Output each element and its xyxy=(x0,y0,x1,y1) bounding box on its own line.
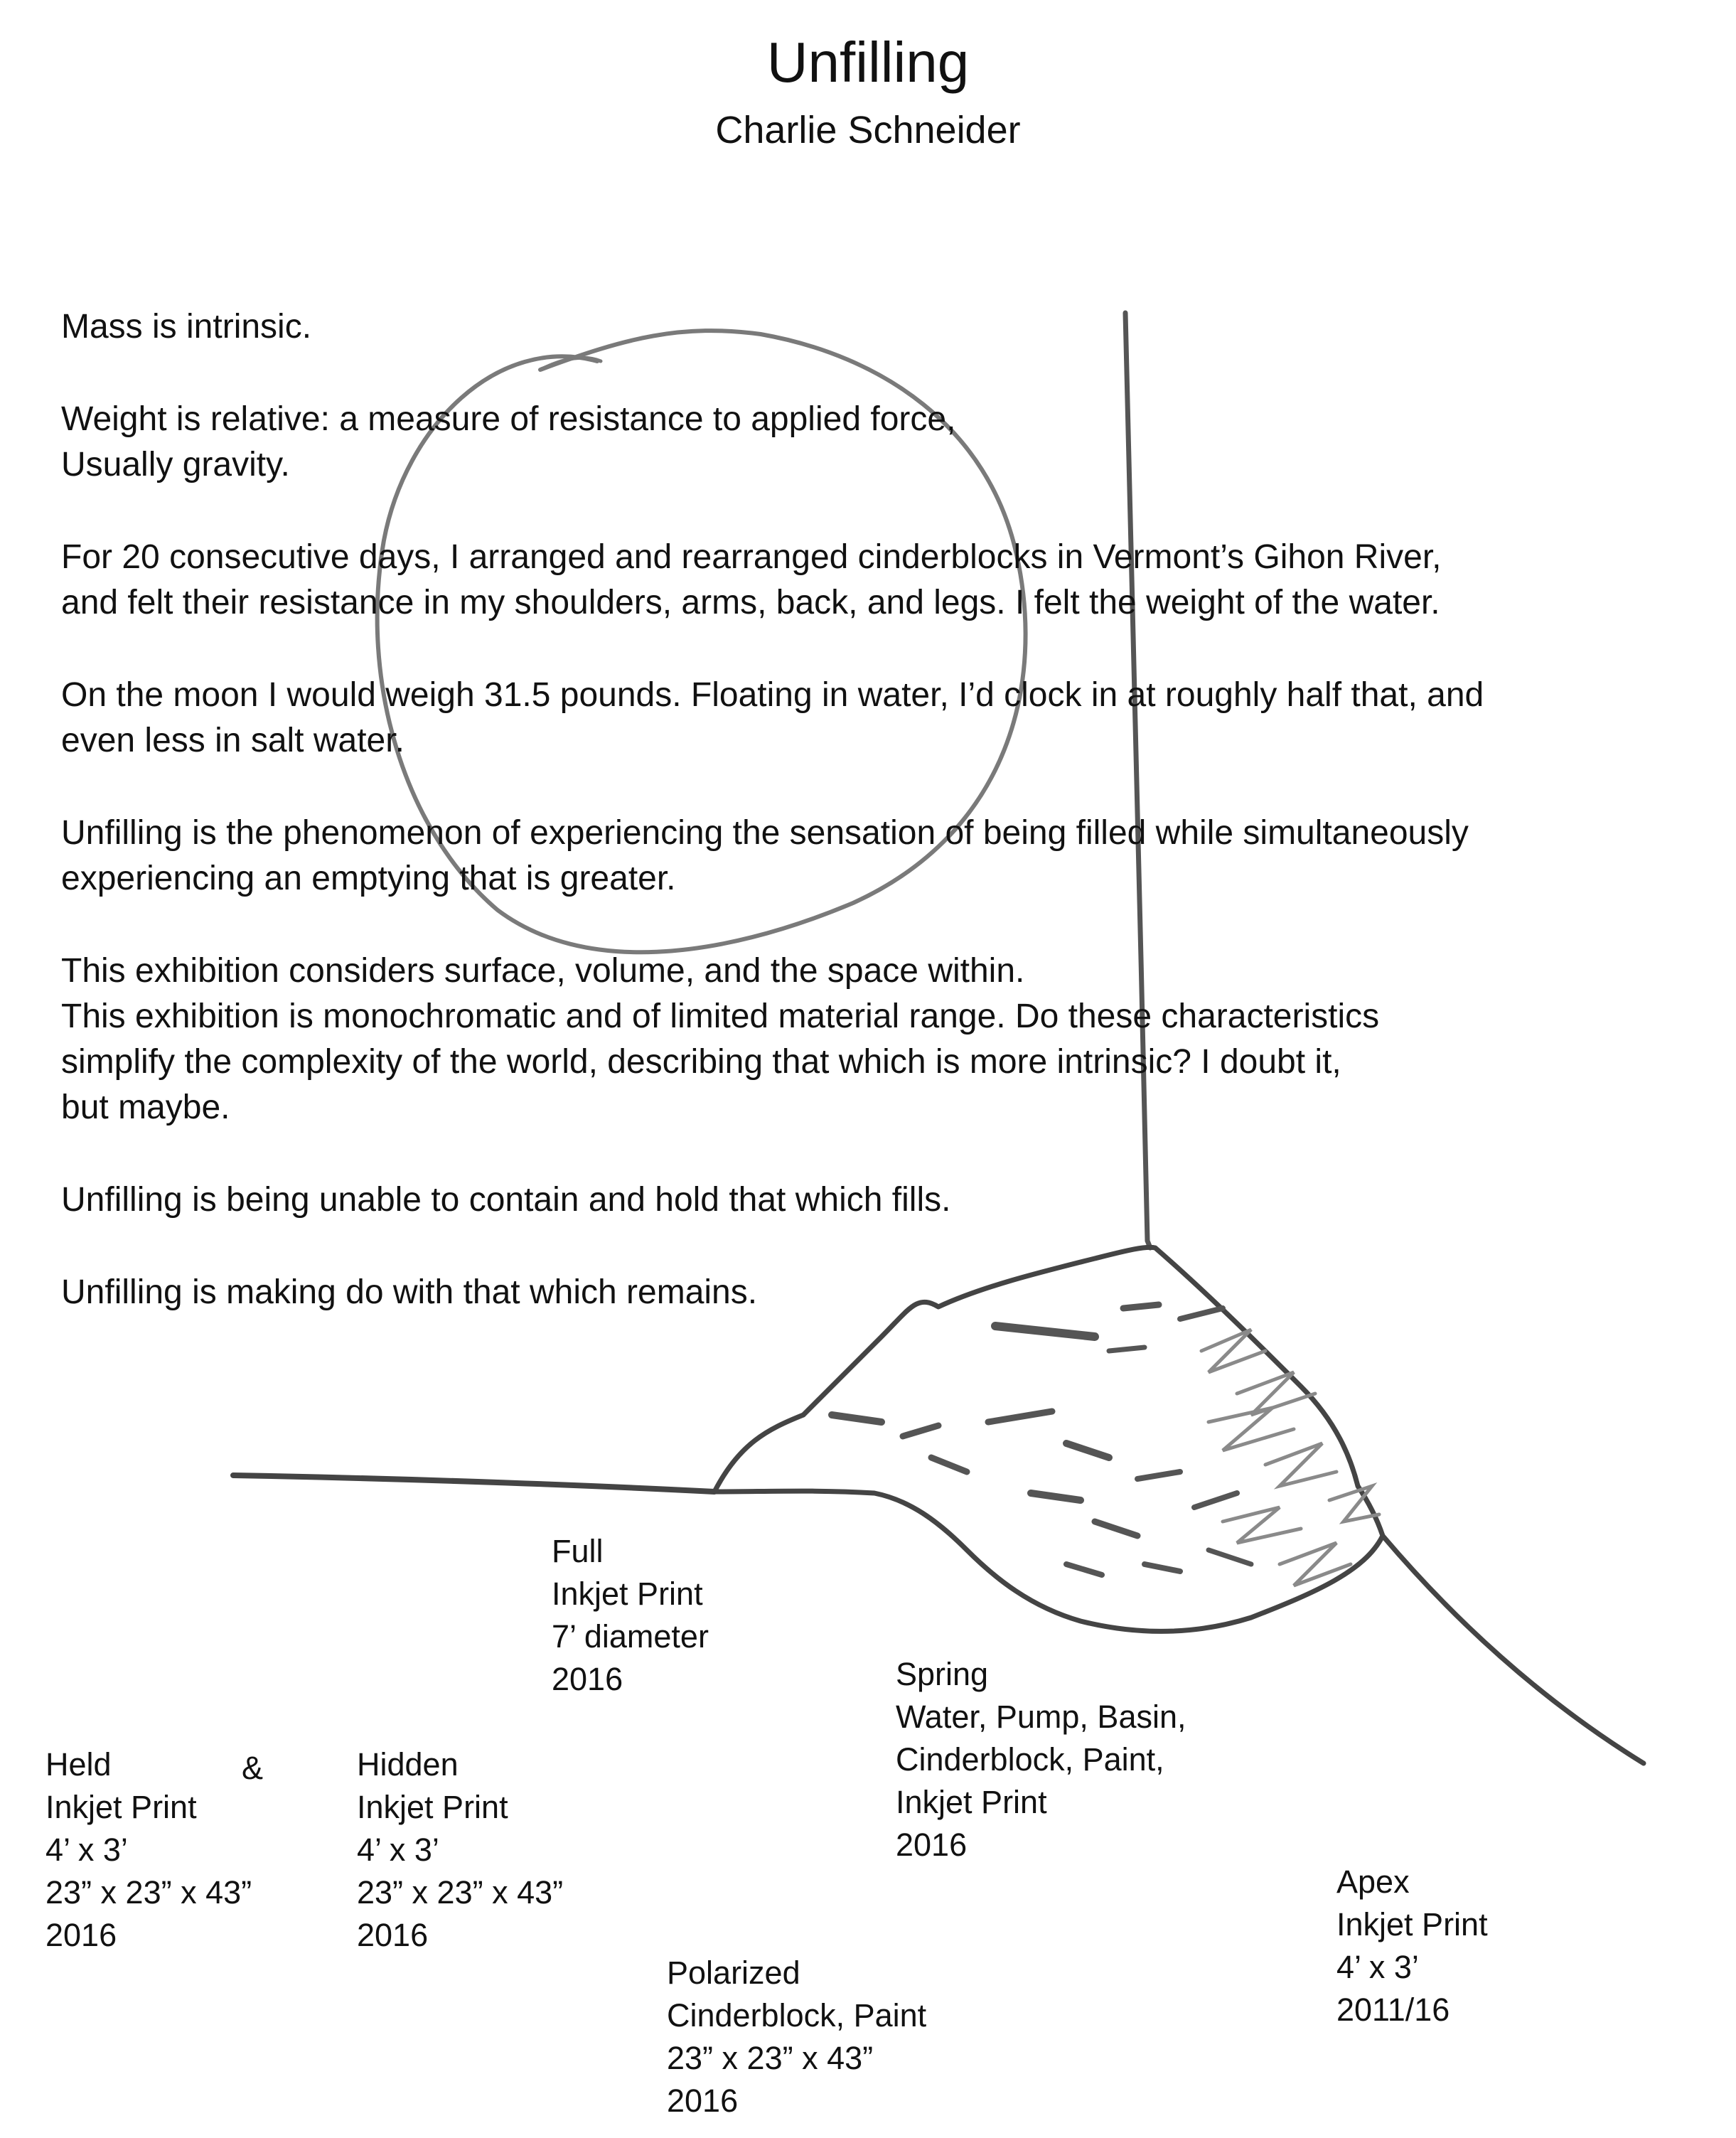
page-title: Unfilling xyxy=(766,31,970,94)
artist-name: Charlie Schneider xyxy=(715,109,1021,151)
work-size: 4’ x 3’ xyxy=(1336,1949,1419,1985)
work-medium: Inkjet Print xyxy=(357,1789,508,1825)
work-size: 4’ x 3’ xyxy=(357,1832,439,1868)
work-medium: Inkjet Print xyxy=(552,1576,703,1612)
statement-paragraph: Unfilling is the phenomenon of experiencing the sensation of being filled while simultaneously experiencing an emptying that is greater. xyxy=(61,814,1469,897)
statement-paragraph: This exhibition considers surface, volume, and the space within. This exhibition is monochromatic and of limited material range. Do these characteristics simplify the complexity of the world, describing that which is more intrinsic? I doubt it, but maybe. xyxy=(61,952,1380,1126)
work-label-hidden xyxy=(357,1743,563,1957)
artist-statement xyxy=(61,304,1725,1362)
statement-paragraph: Unfilling is making do with that which remains. xyxy=(61,1273,758,1311)
work-year: 2011/16 xyxy=(1336,1992,1450,2028)
statement-paragraph: On the moon I would weigh 31.5 pounds. Floating in water, I’d clock in at roughly half that, and even less in salt water. xyxy=(61,676,1484,759)
work-medium-line: Cinderblock, Paint, xyxy=(896,1741,1164,1778)
ampersand: & xyxy=(242,1750,264,1786)
work-size: 4’ x 3’ xyxy=(45,1832,128,1868)
work-medium-line: Water, Pump, Basin, xyxy=(896,1699,1186,1735)
sketch-rock-hatching xyxy=(1201,1330,1379,1586)
work-label-polarized xyxy=(667,1952,926,2122)
work-label-apex xyxy=(1336,1861,1488,2031)
work-label-held xyxy=(45,1743,252,1957)
work-year: 2016 xyxy=(357,1917,429,1953)
work-title: Polarized xyxy=(667,1955,800,1991)
work-title: Spring xyxy=(896,1656,989,1692)
work-title: Hidden xyxy=(357,1746,459,1782)
work-dims: 23” x 23” x 43” xyxy=(667,2040,874,2076)
work-medium: Cinderblock, Paint xyxy=(667,1997,927,2033)
statement-paragraph: Unfilling is being unable to contain and hold that which fills. xyxy=(61,1181,951,1219)
work-medium: Inkjet Print xyxy=(1336,1906,1488,1942)
work-label-spring xyxy=(896,1653,1186,1866)
sketch-horizon-line xyxy=(233,1475,714,1492)
work-title: Full xyxy=(552,1533,604,1569)
work-label-full xyxy=(552,1530,709,1701)
sketch-slope-line xyxy=(1383,1536,1644,1763)
work-medium: Inkjet Print xyxy=(45,1789,197,1825)
work-title: Held xyxy=(45,1746,112,1782)
statement-paragraph: Weight is relative: a measure of resistance to applied force, Usually gravity. xyxy=(61,400,956,483)
work-medium-line: Inkjet Print xyxy=(896,1784,1047,1820)
work-dims: 23” x 23” x 43” xyxy=(357,1874,564,1910)
statement-paragraph: Mass is intrinsic. xyxy=(61,308,312,346)
work-size: 7’ diameter xyxy=(552,1618,709,1655)
statement-paragraph: For 20 consecutive days, I arranged and rearranged cinderblocks in Vermont’s Gihon River, and felt their resistance in my shoulders, arms, back, and legs. I felt the weight of the water. xyxy=(61,538,1442,621)
work-year: 2016 xyxy=(896,1827,968,1863)
work-year: 2016 xyxy=(45,1917,117,1953)
work-title: Apex xyxy=(1336,1864,1410,1900)
work-dims: 23” x 23” x 43” xyxy=(45,1874,252,1910)
work-year: 2016 xyxy=(667,2083,739,2119)
work-year: 2016 xyxy=(552,1661,623,1697)
